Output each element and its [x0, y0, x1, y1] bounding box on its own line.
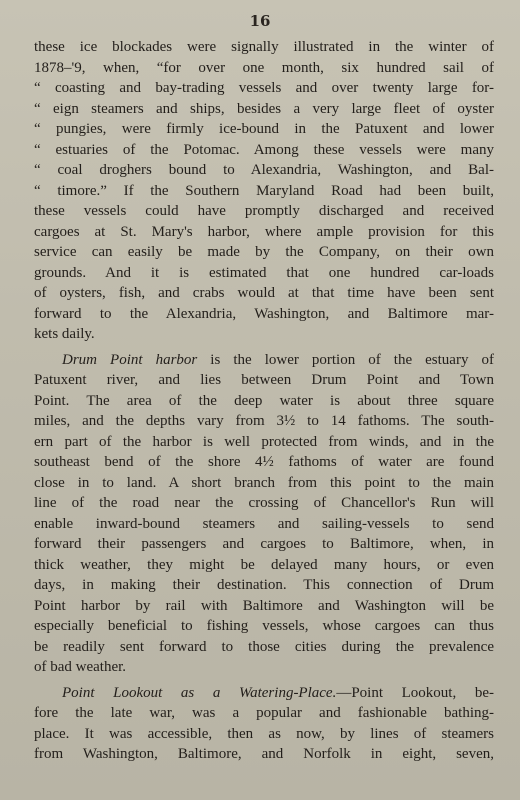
body-text	[34, 37, 494, 765]
text-line: forward to the Alexandria, Washington, and Baltimore mar-	[34, 305, 494, 322]
text-line: fore the late war, was a popular and fashionable bathing-	[34, 705, 494, 721]
text-line: line of the road near the crossing of Chancellor's Run will	[34, 495, 494, 511]
page-number: 16	[249, 12, 271, 30]
text-run: is the lower portion of the estuary of	[197, 351, 494, 368]
text-line: ern part of the harbor is well protected from winds, and in the	[34, 433, 494, 450]
text-line: Point. The area of the deep water is about three square	[34, 392, 494, 409]
text-line: days, in making their destination. This connection of Drum	[34, 577, 494, 593]
text-line: from Washington, Baltimore, and Norfolk in eight, seven,	[34, 746, 494, 762]
text-line: Point harbor by rail with Baltimore and Washington will be	[34, 597, 494, 614]
text-line: 1878–'9, when, “for over one month, six hundred sail of	[34, 59, 494, 76]
text-line: “ timore.” If the Southern Maryland Road had been built,	[34, 182, 494, 199]
text-line: be readily sent forward to those cities during the prevalence	[34, 638, 494, 655]
text-line: “ coasting and bay-trading vessels and over twenty large for-	[34, 80, 494, 96]
text-line: these ice blockades were signally illustrated in the winter of	[34, 39, 494, 55]
text-line: cargoes at St. Mary's harbor, where ample provision for this	[34, 223, 494, 240]
text-line: of oysters, fish, and crabs would at that time have been sent	[34, 285, 494, 301]
text-line: Patuxent river, and lies between Drum Point and Town	[34, 372, 494, 388]
text-line: these vessels could have promptly discharged and received	[34, 203, 494, 219]
paragraph-ice-blockades	[34, 37, 494, 345]
text-line: service can easily be made by the Company, on their own	[34, 244, 494, 260]
text-line: forward their passengers and cargoes to Baltimore, when, in	[34, 536, 494, 552]
text-line: “ pungies, were firmly ice-bound in the Patuxent and lower	[34, 121, 494, 137]
text-line: especially beneficial to fishing vessels, whose cargoes can thus	[34, 618, 494, 634]
text-line: enable inward-bound steamers and sailing-vessels to send	[34, 515, 494, 532]
text-line: southeast bend of the shore 4½ fathoms of water are found	[34, 454, 494, 470]
section-heading-point-lookout: Point Lookout as a Watering-Place.	[62, 684, 337, 701]
text-line: miles, and the depths vary from 3½ to 14 fathoms. The south-	[34, 413, 494, 429]
text-line	[34, 350, 494, 371]
section-heading-drum-point: Drum Point harbor	[62, 351, 198, 368]
text-line: place. It was accessible, then as now, by lines of steamers	[34, 725, 494, 742]
text-line: “ coal droghers bound to Alexandria, Washington, and Bal-	[34, 162, 494, 178]
text-line: “ eign steamers and ships, besides a very large fleet of oyster	[34, 100, 494, 117]
text-line: of bad weather.	[34, 659, 127, 675]
paragraph-drum-point-harbor	[34, 350, 494, 678]
text-line: “ estuaries of the Potomac. Among these vessels were many	[34, 141, 494, 158]
text-line: thick weather, they might be delayed many hours, or even	[34, 556, 494, 573]
text-run: —Point Lookout, be-	[336, 684, 494, 701]
text-line: grounds. And it is estimated that one hundred car-loads	[34, 264, 494, 281]
text-line	[34, 683, 494, 704]
paragraph-point-lookout	[34, 683, 494, 765]
text-line: kets daily.	[34, 326, 95, 342]
text-line: close in to land. A short branch from this point to the main	[34, 474, 494, 491]
